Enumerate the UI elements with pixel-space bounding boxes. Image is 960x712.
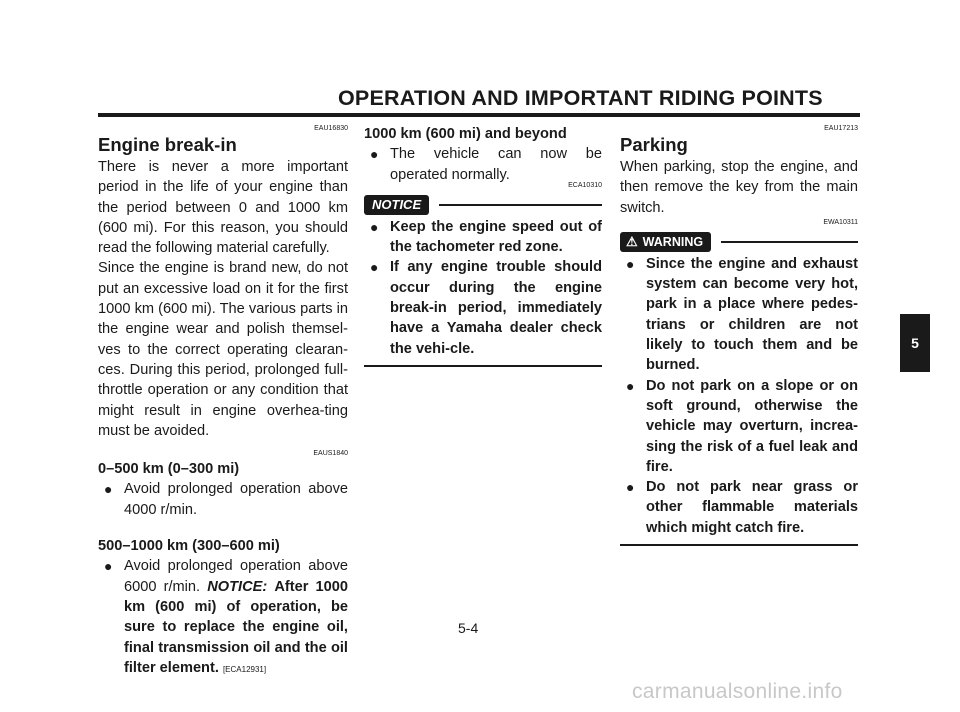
list-item-text: Avoid prolonged operation above 6000 r/min. (124, 558, 348, 595)
section-code: EAU16830 (314, 125, 348, 132)
warning-header (620, 232, 858, 252)
bullet-icon: ● (370, 146, 379, 163)
bullet-icon: ● (104, 481, 113, 498)
column-parking (620, 124, 858, 546)
notice-end-rule (364, 365, 602, 367)
notice-header (364, 195, 602, 215)
bullet-icon: ● (626, 255, 635, 272)
notice-badge: NOTICE (364, 195, 429, 215)
section-title: Parking (620, 134, 688, 155)
notice-inline-label: NOTICE: (207, 578, 268, 595)
paragraph: When parking, stop the engine, and then remove the key from the main switch. (620, 159, 858, 216)
notice-rule (439, 204, 602, 206)
column-beyond-1000 (364, 124, 602, 367)
subheading: 500–1000 km (300–600 mi) (98, 538, 280, 555)
warning-end-rule (620, 544, 858, 546)
page-number: 5-4 (458, 620, 479, 636)
list-item-text: Avoid prolonged operation above 4000 r/min. (124, 481, 348, 518)
warning-badge (620, 232, 711, 252)
warning-list (620, 254, 858, 538)
list-item (98, 556, 348, 680)
column-engine-break-in (98, 124, 348, 680)
list-item (620, 477, 858, 538)
list-item-text: Since the engine and exhaust system can become very hot, park in a place where pedes-trians or children are not likely to touch them and be burned. (646, 255, 858, 374)
subheading: 0–500 km (0–300 mi) (98, 461, 240, 478)
list-item-text: The vehicle can now be operated normally. (390, 146, 602, 183)
section-code: ECA10310 (568, 181, 602, 189)
chapter-tab: 5 (900, 314, 930, 372)
list-item-text: Do not park on a slope or on soft ground, otherwise the vehicle may overturn, increa-sing the risk of a fuel leak and fire. (646, 377, 858, 475)
bullet-icon: ● (626, 377, 635, 394)
list-item (98, 479, 348, 520)
list-item (364, 217, 602, 258)
warning-label: WARNING (642, 234, 704, 249)
warning-rule (721, 241, 858, 243)
bullet-list (98, 479, 348, 520)
page-header: OPERATION AND IMPORTANT RIDING POINTS (338, 86, 823, 110)
section-title: Engine break-in (98, 134, 237, 155)
header-rule (98, 113, 860, 117)
subheading: 1000 km (600 mi) and beyond (364, 126, 567, 142)
notice-list (364, 217, 602, 359)
list-item (364, 144, 602, 185)
bullet-list (364, 144, 602, 185)
bullet-icon: ● (104, 558, 113, 575)
notice-inline-text: After 1000 km (600 mi) of operation, be sure to replace the engine oil, final transmission oil and the oil filter element. (124, 578, 348, 676)
list-item (620, 254, 858, 376)
bullet-icon: ● (370, 259, 379, 276)
list-item-text: Do not park near grass or other flammable materials which might catch fire. (646, 479, 858, 536)
list-item-text: If any engine trouble should occur during the engine break-in period, immediately have a Yamaha dealer check the vehi-cle. (390, 259, 602, 357)
paragraph: Since the engine is brand new, do not put an excessive load on it for the first 1000 km (600 mi). The various parts in the engine wear and polish themsel-ves to the correct operating clearan-ces. During this period, prolonged full-throttle operation or any condition that might result in engine overhea-ting must be avoided. (98, 260, 348, 439)
bullet-icon: ● (370, 218, 379, 235)
paragraph: There is never a more important period in the life of your engine than the period between 0 and 1000 km (600 mi). For this reason, you should read the following material carefully. (98, 159, 348, 257)
watermark: carmanualsonline.info (632, 680, 843, 703)
list-item-text: Keep the engine speed out of the tachometer red zone. (390, 218, 602, 256)
section-code: EAU17213 (824, 125, 858, 132)
warning-triangle-icon: ⚠ (626, 233, 638, 249)
list-item (620, 376, 858, 477)
reference-code: [ECA12931] (222, 664, 267, 674)
bullet-list (98, 556, 348, 680)
section-code: EWA10311 (823, 218, 858, 226)
bullet-icon: ● (626, 479, 635, 496)
section-code: EAUS1840 (313, 450, 348, 458)
list-item (364, 257, 602, 358)
